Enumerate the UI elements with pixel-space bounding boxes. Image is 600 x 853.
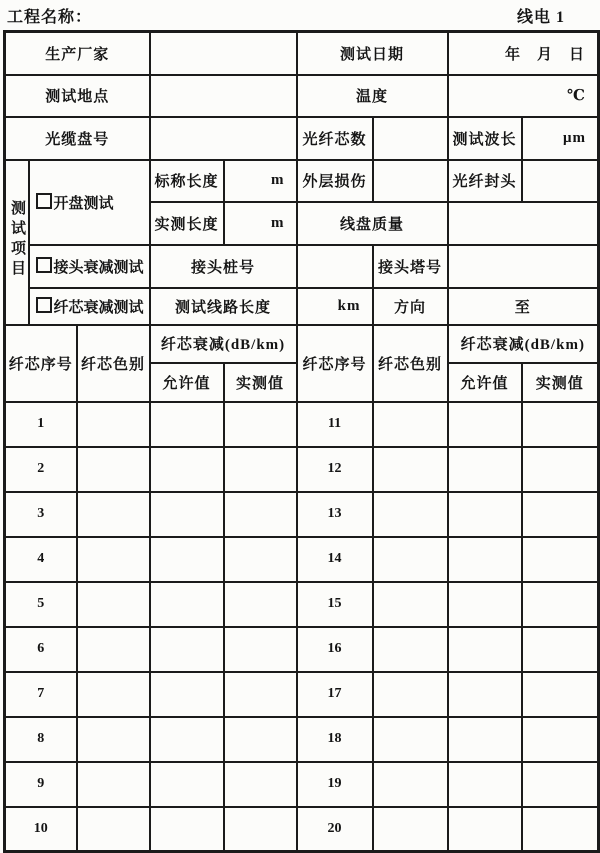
core-count-label: 光纤芯数 — [297, 117, 373, 160]
measured-value-cell[interactable] — [224, 672, 297, 717]
allowed-header-left: 允许值 — [150, 363, 224, 402]
core-no-cell: 14 — [297, 537, 373, 582]
fiber-row — [5, 492, 599, 537]
fiber-seal-input-cell[interactable] — [522, 160, 599, 202]
allowed-value-cell[interactable] — [150, 447, 224, 492]
measured-value-cell[interactable] — [522, 807, 599, 852]
allowed-value-cell[interactable] — [150, 762, 224, 807]
fiber-row — [5, 402, 599, 447]
measured-value-cell[interactable] — [224, 402, 297, 447]
wavelength-input-cell[interactable] — [522, 117, 599, 160]
direction-label: 方向 — [373, 288, 448, 325]
page-header — [7, 4, 593, 27]
allowed-value-cell[interactable] — [150, 672, 224, 717]
nominal-length-label: 标称长度 — [150, 160, 224, 202]
test-date-input-cell[interactable] — [448, 32, 599, 75]
test-date-label: 测试日期 — [297, 32, 448, 75]
core-color-cell[interactable] — [373, 402, 448, 447]
allowed-value-cell[interactable] — [448, 762, 522, 807]
core-count-input-cell[interactable] — [373, 117, 448, 160]
core-no-cell: 3 — [5, 492, 77, 537]
measured-length-input-cell[interactable] — [224, 202, 297, 245]
fiber-row — [5, 582, 599, 627]
core-no-cell: 11 — [297, 402, 373, 447]
measured-value-cell[interactable] — [224, 627, 297, 672]
outer-damage-label: 外层损伤 — [297, 160, 373, 202]
measured-value-cell[interactable] — [522, 627, 599, 672]
core-no-cell: 20 — [297, 807, 373, 852]
measured-value-cell[interactable] — [224, 537, 297, 582]
allowed-value-cell[interactable] — [150, 627, 224, 672]
core-no-cell: 16 — [297, 627, 373, 672]
temperature-label: 温度 — [297, 75, 448, 117]
core-no-cell: 5 — [5, 582, 77, 627]
core-no-cell: 17 — [297, 672, 373, 717]
wavelength-unit-label: μm — [563, 129, 587, 146]
core-no-cell: 7 — [5, 672, 77, 717]
core-color-cell[interactable] — [77, 402, 150, 447]
manufacturer-input-cell[interactable] — [150, 32, 297, 75]
allowed-value-cell[interactable] — [150, 537, 224, 582]
attenuation-header-left: 纤芯衰减(dB/km) — [150, 325, 297, 363]
fiber-row — [5, 537, 599, 582]
manufacturer-label: 生产厂家 — [5, 32, 150, 75]
measured-length-unit-label: m — [271, 214, 285, 231]
measured-value-cell[interactable] — [522, 762, 599, 807]
core-color-cell[interactable] — [373, 537, 448, 582]
direction-to-label: 至 — [514, 299, 531, 316]
date-format-label: 年 月 日 — [505, 46, 586, 63]
core-test-item — [29, 288, 150, 325]
splice-stake-input-cell[interactable] — [297, 245, 373, 288]
core-no-cell: 9 — [5, 762, 77, 807]
open-reel-test-item — [29, 160, 150, 245]
measured-value-cell[interactable] — [522, 492, 599, 537]
line-length-unit-label: km — [337, 297, 361, 314]
core-no-header-left: 纤芯序号 — [5, 325, 77, 402]
splice-test-item — [29, 245, 150, 288]
core-color-cell[interactable] — [373, 762, 448, 807]
core-color-cell[interactable] — [77, 582, 150, 627]
core-no-cell: 4 — [5, 537, 77, 582]
measured-length-label: 实测长度 — [150, 202, 224, 245]
location-input-cell[interactable] — [150, 75, 297, 117]
splice-stake-label: 接头桩号 — [150, 245, 297, 288]
fiber-row — [5, 762, 599, 807]
allowed-value-cell[interactable] — [448, 447, 522, 492]
core-no-cell: 6 — [5, 627, 77, 672]
allowed-value-cell[interactable] — [150, 492, 224, 537]
measured-header-right: 实测值 — [522, 363, 599, 402]
splice-tower-label: 接头塔号 — [373, 245, 448, 288]
core-color-cell[interactable] — [77, 537, 150, 582]
core-color-cell[interactable] — [77, 762, 150, 807]
measured-value-cell[interactable] — [522, 582, 599, 627]
core-color-cell[interactable] — [373, 582, 448, 627]
fiber-row — [5, 447, 599, 492]
core-color-cell[interactable] — [77, 447, 150, 492]
allowed-value-cell[interactable] — [150, 402, 224, 447]
core-color-cell[interactable] — [373, 717, 448, 762]
measured-value-cell[interactable] — [522, 402, 599, 447]
core-color-cell[interactable] — [77, 717, 150, 762]
core-no-cell: 13 — [297, 492, 373, 537]
allowed-value-cell[interactable] — [448, 717, 522, 762]
allowed-value-cell[interactable] — [150, 807, 224, 852]
allowed-value-cell[interactable] — [448, 807, 522, 852]
test-record-table — [3, 30, 600, 853]
core-color-cell[interactable] — [77, 672, 150, 717]
core-color-cell[interactable] — [77, 807, 150, 852]
core-no-cell: 10 — [5, 807, 77, 852]
test-items-section-title — [5, 160, 29, 325]
core-color-header-left: 纤芯色别 — [77, 325, 150, 402]
core-no-cell: 2 — [5, 447, 77, 492]
core-color-cell[interactable] — [373, 672, 448, 717]
measured-value-cell[interactable] — [522, 447, 599, 492]
reel-quality-label: 线盘质量 — [297, 202, 448, 245]
location-label: 测试地点 — [5, 75, 150, 117]
core-color-cell[interactable] — [77, 627, 150, 672]
wavelength-label: 测试波长 — [448, 117, 522, 160]
core-color-header-right: 纤芯色别 — [373, 325, 448, 402]
measured-value-cell[interactable] — [224, 807, 297, 852]
splice-test-checkbox[interactable] — [36, 257, 52, 273]
measured-value-cell[interactable] — [522, 717, 599, 762]
fiber-row — [5, 807, 599, 852]
reel-no-label: 光缆盘号 — [5, 117, 150, 160]
allowed-value-cell[interactable] — [448, 492, 522, 537]
reel-quality-input-cell[interactable] — [448, 202, 599, 245]
core-color-cell[interactable] — [373, 627, 448, 672]
allowed-value-cell[interactable] — [150, 717, 224, 762]
core-test-checkbox[interactable] — [36, 297, 52, 313]
core-no-cell: 8 — [5, 717, 77, 762]
core-no-header-right: 纤芯序号 — [297, 325, 373, 402]
direction-input-cell[interactable] — [448, 288, 599, 325]
allowed-value-cell[interactable] — [150, 582, 224, 627]
attenuation-header-right: 纤芯衰减(dB/km) — [448, 325, 599, 363]
core-no-cell: 12 — [297, 447, 373, 492]
measured-value-cell[interactable] — [224, 492, 297, 537]
line-length-label: 测试线路长度 — [150, 288, 297, 325]
temperature-input-cell[interactable] — [448, 75, 599, 117]
reel-no-input-cell[interactable] — [150, 117, 297, 160]
core-color-cell[interactable] — [77, 492, 150, 537]
measured-value-cell[interactable] — [224, 717, 297, 762]
fiber-row — [5, 672, 599, 717]
fiber-seal-label: 光纤封头 — [448, 160, 522, 202]
measured-value-cell[interactable] — [224, 582, 297, 627]
fiber-row — [5, 627, 599, 672]
allowed-value-cell[interactable] — [448, 537, 522, 582]
nominal-length-input-cell[interactable] — [224, 160, 297, 202]
outer-damage-input-cell[interactable] — [373, 160, 448, 202]
allowed-value-cell[interactable] — [448, 627, 522, 672]
splice-tower-input-cell[interactable] — [448, 245, 599, 288]
temperature-unit-label: ℃ — [567, 88, 587, 104]
splice-test-label: 接头衰减测试 — [53, 259, 144, 276]
nominal-length-unit-label: m — [271, 172, 285, 188]
core-no-cell: 1 — [5, 402, 77, 447]
fiber-row — [5, 717, 599, 762]
allowed-value-cell[interactable] — [448, 582, 522, 627]
core-test-label: 纤芯衰减测试 — [53, 299, 144, 316]
core-no-cell: 19 — [297, 762, 373, 807]
core-color-cell[interactable] — [373, 807, 448, 852]
line-length-input-cell[interactable] — [297, 288, 373, 325]
allowed-value-cell[interactable] — [448, 672, 522, 717]
open-reel-label: 开盘测试 — [53, 195, 114, 212]
core-no-cell: 18 — [297, 717, 373, 762]
core-no-cell: 15 — [297, 582, 373, 627]
open-reel-checkbox[interactable] — [36, 193, 52, 209]
test-items-vertical-label: 测试项目 — [9, 199, 25, 280]
measured-value-cell[interactable] — [522, 672, 599, 717]
project-name-label: 工程名称： — [7, 9, 93, 26]
core-color-cell[interactable] — [373, 492, 448, 537]
core-color-cell[interactable] — [373, 447, 448, 492]
measured-value-cell[interactable] — [224, 447, 297, 492]
allowed-header-right: 允许值 — [448, 363, 522, 402]
form-code-label: 线电 1 — [516, 9, 565, 26]
measured-value-cell[interactable] — [522, 537, 599, 582]
measured-value-cell[interactable] — [224, 762, 297, 807]
allowed-value-cell[interactable] — [448, 402, 522, 447]
measured-header-left: 实测值 — [224, 363, 297, 402]
